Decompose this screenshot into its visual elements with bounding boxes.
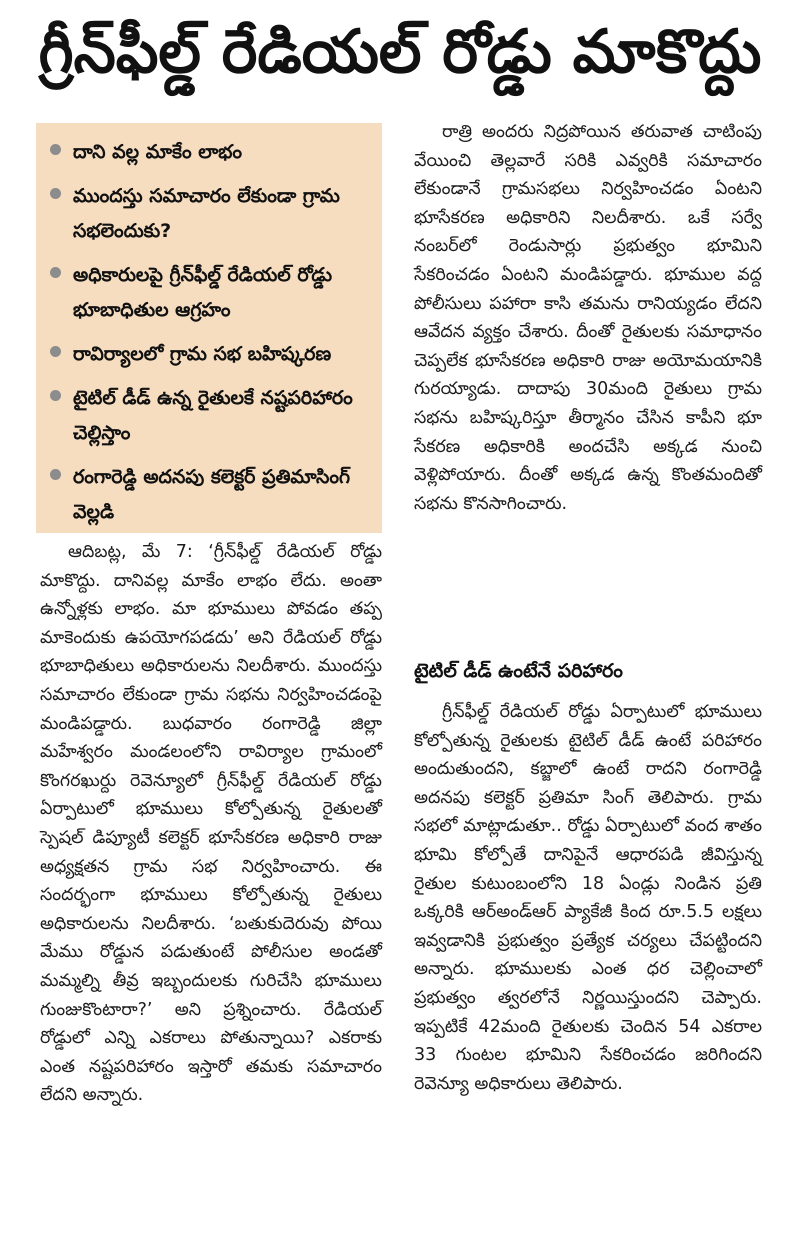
bullet-icon [50,188,61,199]
highlight-item [50,381,372,451]
highlight-item [50,460,372,530]
body-column-right-bottom [414,698,762,1098]
highlight-text: దాని వల్ల మాకేం లాభం [73,141,242,163]
headline: గ్రీన్‌ఫీల్డ్ రేడియల్ రోడ్డు మాకొద్దు [38,17,762,87]
highlight-item [50,179,372,249]
bullet-icon [50,469,61,480]
bullet-icon [50,390,61,401]
highlight-item [50,337,372,372]
highlight-item [50,135,372,170]
bullet-icon [50,346,61,357]
bullet-icon [50,267,61,278]
highlight-text: టైటిల్ డీడ్ ఉన్న రైతులకే నష్టపరిహారం చెల్లిస్తాం [73,387,353,444]
body-column-right-top [414,118,762,518]
subheading: టైటిల్ డీడ్ ఉంటేనే పరిహారం [414,660,623,682]
body-column-left [40,538,382,1110]
highlights-box [36,123,382,533]
highlight-text: అధికారులపై గ్రీన్‌ఫీల్డ్ రేడియల్ రోడ్డు భూబాధితుల ఆగ్రహం [73,264,333,321]
highlight-item [50,258,372,328]
highlight-text: ముందస్తు సమాచారం లేకుండా గ్రామ సభలెందుకు? [73,185,340,242]
body-paragraph: రాత్రి అందరు నిద్రపోయిన తరువాత చాటింపు వేయించి తెల్లవారే సరికి ఎవ్వరికి సమాచారం లేకుండానే గ్రామసభలు నిర్వహించడం ఏంటని భూసేకరణ అధికారిని నిలదీశారు. ఒకే సర్వే నంబర్‌లో రెండుసార్లు ప్రభుత్వం భూమిని సేకరించడం ఏంటని మండిపడ్డారు. భూముల వద్ద పోలీసులు పహారా కాసి తమను రానియ్యడం లేదని ఆవేదన వ్యక్తం చేశారు. దీంతో రైతులకు సమాధానం చెప్పలేక భూసేకరణ అధికారి రాజు అయోమయానికి గురయ్యాడు. దాదాపు 30మంది రైతులు గ్రామ సభను బహిష్కరిస్తూ తీర్మానం చేసిన కాపీని భూ సేకరణ అధికారికి అందచేసి అక్కడ నుంచి వెళ్లిపోయారు. దీంతో అక్కడ ఉన్న కొంతమందితో సభను కొనసాగించారు. [414,122,762,514]
body-paragraph: ఆదిబట్ల, మే 7: ‘గ్రీన్‌ఫీల్డ్ రేడియల్ రోడ్డు మాకొద్దు. దానివల్ల మాకేం లాభం లేదు. అంతా ఉన్నోళ్లకు లాభం. మా భూములు పోవడం తప్ప మాకెందుకు ఉపయోగపడదు’ అని రేడియల్ రోడ్డు భూబాధితులు అధికారులను నిలదీశారు. ముందస్తు సమాచారం లేకుండా గ్రామ సభను నిర్వహించడంపై మండిపడ్డారు. బుధవారం రంగారెడ్డి జిల్లా మహేశ్వరం మండలంలోని రావిర్యాల గ్రామంలో కొంగరఖుర్దు రెవెన్యూలో గ్రీన్‌ఫీల్డ్ రేడియల్ రోడ్డు ఏర్పాటులో భూములు కోల్పోతున్న రైతులతో స్పెషల్ డిప్యూటీ కలెక్టర్ భూసేకరణ అధికారి రాజు అధ్యక్షతన గ్రామ సభ నిర్వహించారు. ఈ సందర్భంగా భూములు కోల్పోతున్న రైతులు అధికారులను నిలదీశారు. ‘బతుకుదెరువు పోయి మేము రోడ్డున పడుతుంటే పోలీసుల అండతో మమ్మల్ని తీవ్ర ఇబ్బందులకు గురిచేసి భూములు గుంజుకొంటారా?’ అని ప్రశ్నించారు. రేడియల్ రోడ్డులో ఎన్ని ఎకరాలు పోతున్నాయి? ఎకరాకు ఎంత నష్టపరిహారం ఇస్తారో తమకు సమాచారం లేదని అన్నారు. [40,542,382,1106]
body-paragraph: గ్రీన్‌ఫీల్డ్ రేడియల్ రోడ్డు ఏర్పాటులో భూములు కోల్పోతున్న రైతులకు టైటిల్ డీడ్ ఉంటే పరిహారం అందుతుందని, కబ్జాలో ఉంటే రాదని రంగారెడ్డి అదనపు కలెక్టర్ ప్రతిమా సింగ్ తెలిపారు. గ్రామ సభలో మాట్లాడుతూ.. రోడ్డు ఏర్పాటులో వంద శాతం భూమి కోల్పోతే దానిపైనే ఆధారపడి జీవిస్తున్న రైతుల కుటుంబంలోని 18 ఏండ్లు నిండిన ప్రతి ఒక్కరికి ఆర్‌అండ్‌ఆర్ ప్యాకేజీ కింద రూ.5.5 లక్షలు ఇవ్వడానికి ప్రభుత్వం ప్రత్యేక చర్యలు చేపట్టిందని అన్నారు. భూములకు ఎంత ధర చెల్లించాలో ప్రభుత్వం త్వరలోనే నిర్ణయిస్తుందని చెప్పారు. ఇప్పటికే 42మంది రైతులకు చెందిన 54 ఎకరాల 33 గుంటల భూమిని సేకరించడం జరిగిందని రెవెన్యూ అధికారులు తెలిపారు. [414,702,762,1094]
highlight-text: రంగారెడ్డి అదనపు కలెక్టర్ ప్రతిమాసింగ్ వెల్లడి [73,466,351,523]
highlight-text: రావిర్యాలలో గ్రామ సభ బహిష్కరణ [73,343,332,365]
bullet-icon [50,144,61,155]
